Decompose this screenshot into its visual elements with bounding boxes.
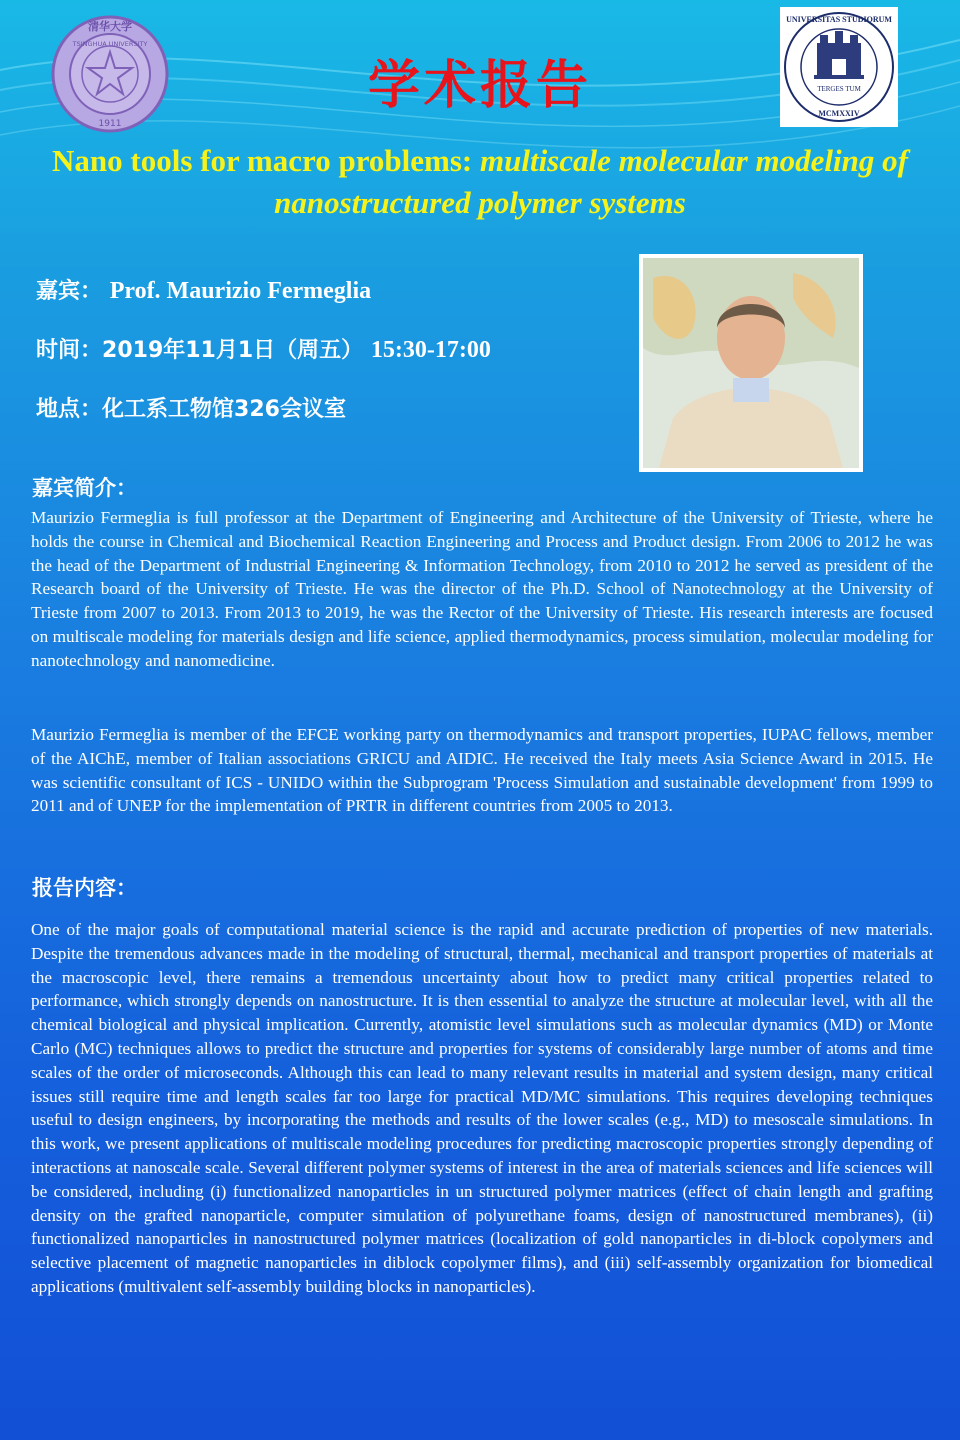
time-line	[36, 335, 491, 366]
time-value: 2019年11月1日（周五）	[102, 338, 364, 363]
seal-right-text-center: TERGES TUM	[817, 85, 861, 93]
poster-title: 学术报告	[367, 56, 592, 116]
place-label: 地点：	[36, 397, 103, 422]
speaker-photo	[639, 254, 863, 472]
guest-name: Prof. Maurizio Fermeglia	[109, 278, 372, 304]
seal-left-text-ring: TSINGHUA UNIVERSITY	[72, 40, 148, 48]
talk-title	[40, 140, 920, 224]
seal-right-text-bottom: MCMXXIV	[818, 109, 860, 118]
bio-heading: 嘉宾简介：	[32, 476, 137, 500]
talk-title-italic: multiscale molecular modeling of nanostructured polymer systems	[274, 143, 908, 220]
guest-label: 嘉宾：	[36, 279, 103, 304]
bio-paragraph-1: Maurizio Fermeglia is full professor at the Department of Engineering and Architecture of the University of Trieste, where he holds the course in Chemical and Biochemical Reaction Engineering and Process and Product design. From 2006 to 2012 he was the head of the Department of Industrial Engineering & Information Technology, from 2010 to 2012 he served as president of the Research board of the University of Trieste. He was the director of the Ph.D. School of Nanotechnology at the University of Trieste from 2007 to 2013. From 2013 to 2019, he was the Rector of the University of Trieste. His research interests are focused on multiscale modeling for materials design and life science, applied thermodynamics, process simulation, molecular modeling for nanotechnology and nanomedicine.	[31, 508, 933, 670]
seal-left-year: 1911	[98, 119, 122, 129]
place-value: 化工系工物馆326会议室	[102, 397, 346, 422]
abstract-heading: 报告内容：	[32, 876, 137, 900]
speaker-portrait-icon	[643, 258, 859, 468]
place-line	[36, 395, 346, 425]
guest-line	[36, 276, 371, 307]
time-label: 时间：	[36, 338, 103, 363]
time-hours: 15:30-17:00	[370, 337, 491, 363]
talk-title-regular: Nano tools for macro problems:	[52, 143, 480, 178]
abstract-paragraph: One of the major goals of computational material science is the rapid and accurate prediction of properties of new materials. Despite the tremendous advances made in the modeling of structural, thermal, mechanical and transport properties of materials at the macroscopic level, there remains a tremendous uncertainty about how to predict many critical properties related to performance, which strongly depends on nanostructure. It is then essential to analyze the structure at molecular level, with all the chemical biological and physical implication. Currently, atomistic level simulations such as molecular dynamics (MD) or Monte Carlo (MC) techniques allows to predict the structure and properties for systems of considerably large number of atoms and time scales of the order of microseconds. Although this can lead to many relevant results in material and system design, many critical issues still require time and length scales far too large for practical MD/MC simulations. This requires developing techniques useful to design engineers, by incorporating the methods and results of the lower scales (e.g., MD) to mesoscale simulations. In this work, we present applications of multiscale modeling procedures for predicting macroscopic properties strongly depending of interactions at nanoscale scale. Several different polymer systems of interest in the area of materials sciences and life sciences will be considered, including (i) functionalized nanoparticles in un structured polymer matrices (effect of chain length and grafting density on the grafted nanoparticle, computer simulation of polyurethane foams, design of nanostructured membranes), (ii) functionalized nanoparticles in nanostructured polymer matrices (localization of gold nanoparticles in di-block copolymers and selective placement of magnetic nanoparticles in diblock copolymer films), and (iii) self-assembly organization for biomedical applications (multivalent self-assembly building blocks in nanoparticles).	[31, 920, 933, 1296]
seal-right-text-ring: UNIVERSITAS STUDIORUM	[786, 15, 892, 24]
bio-paragraph-2: Maurizio Fermeglia is member of the EFCE working party on thermodynamics and transport properties, IUPAC fellows, member of the AIChE, member of Italian associations GRICU and AIDIC. He received the Italy meets Asia Science Award in 2015. He was scientific consultant of ICS - UNIDO within the Subprogram 'Process Simulation and sustainable development' from 1999 to 2011 and of UNEP for the implementation of PRTR in different countries from 2005 to 2013.	[31, 725, 933, 816]
seal-left-text-top: 清华大学	[88, 20, 132, 33]
